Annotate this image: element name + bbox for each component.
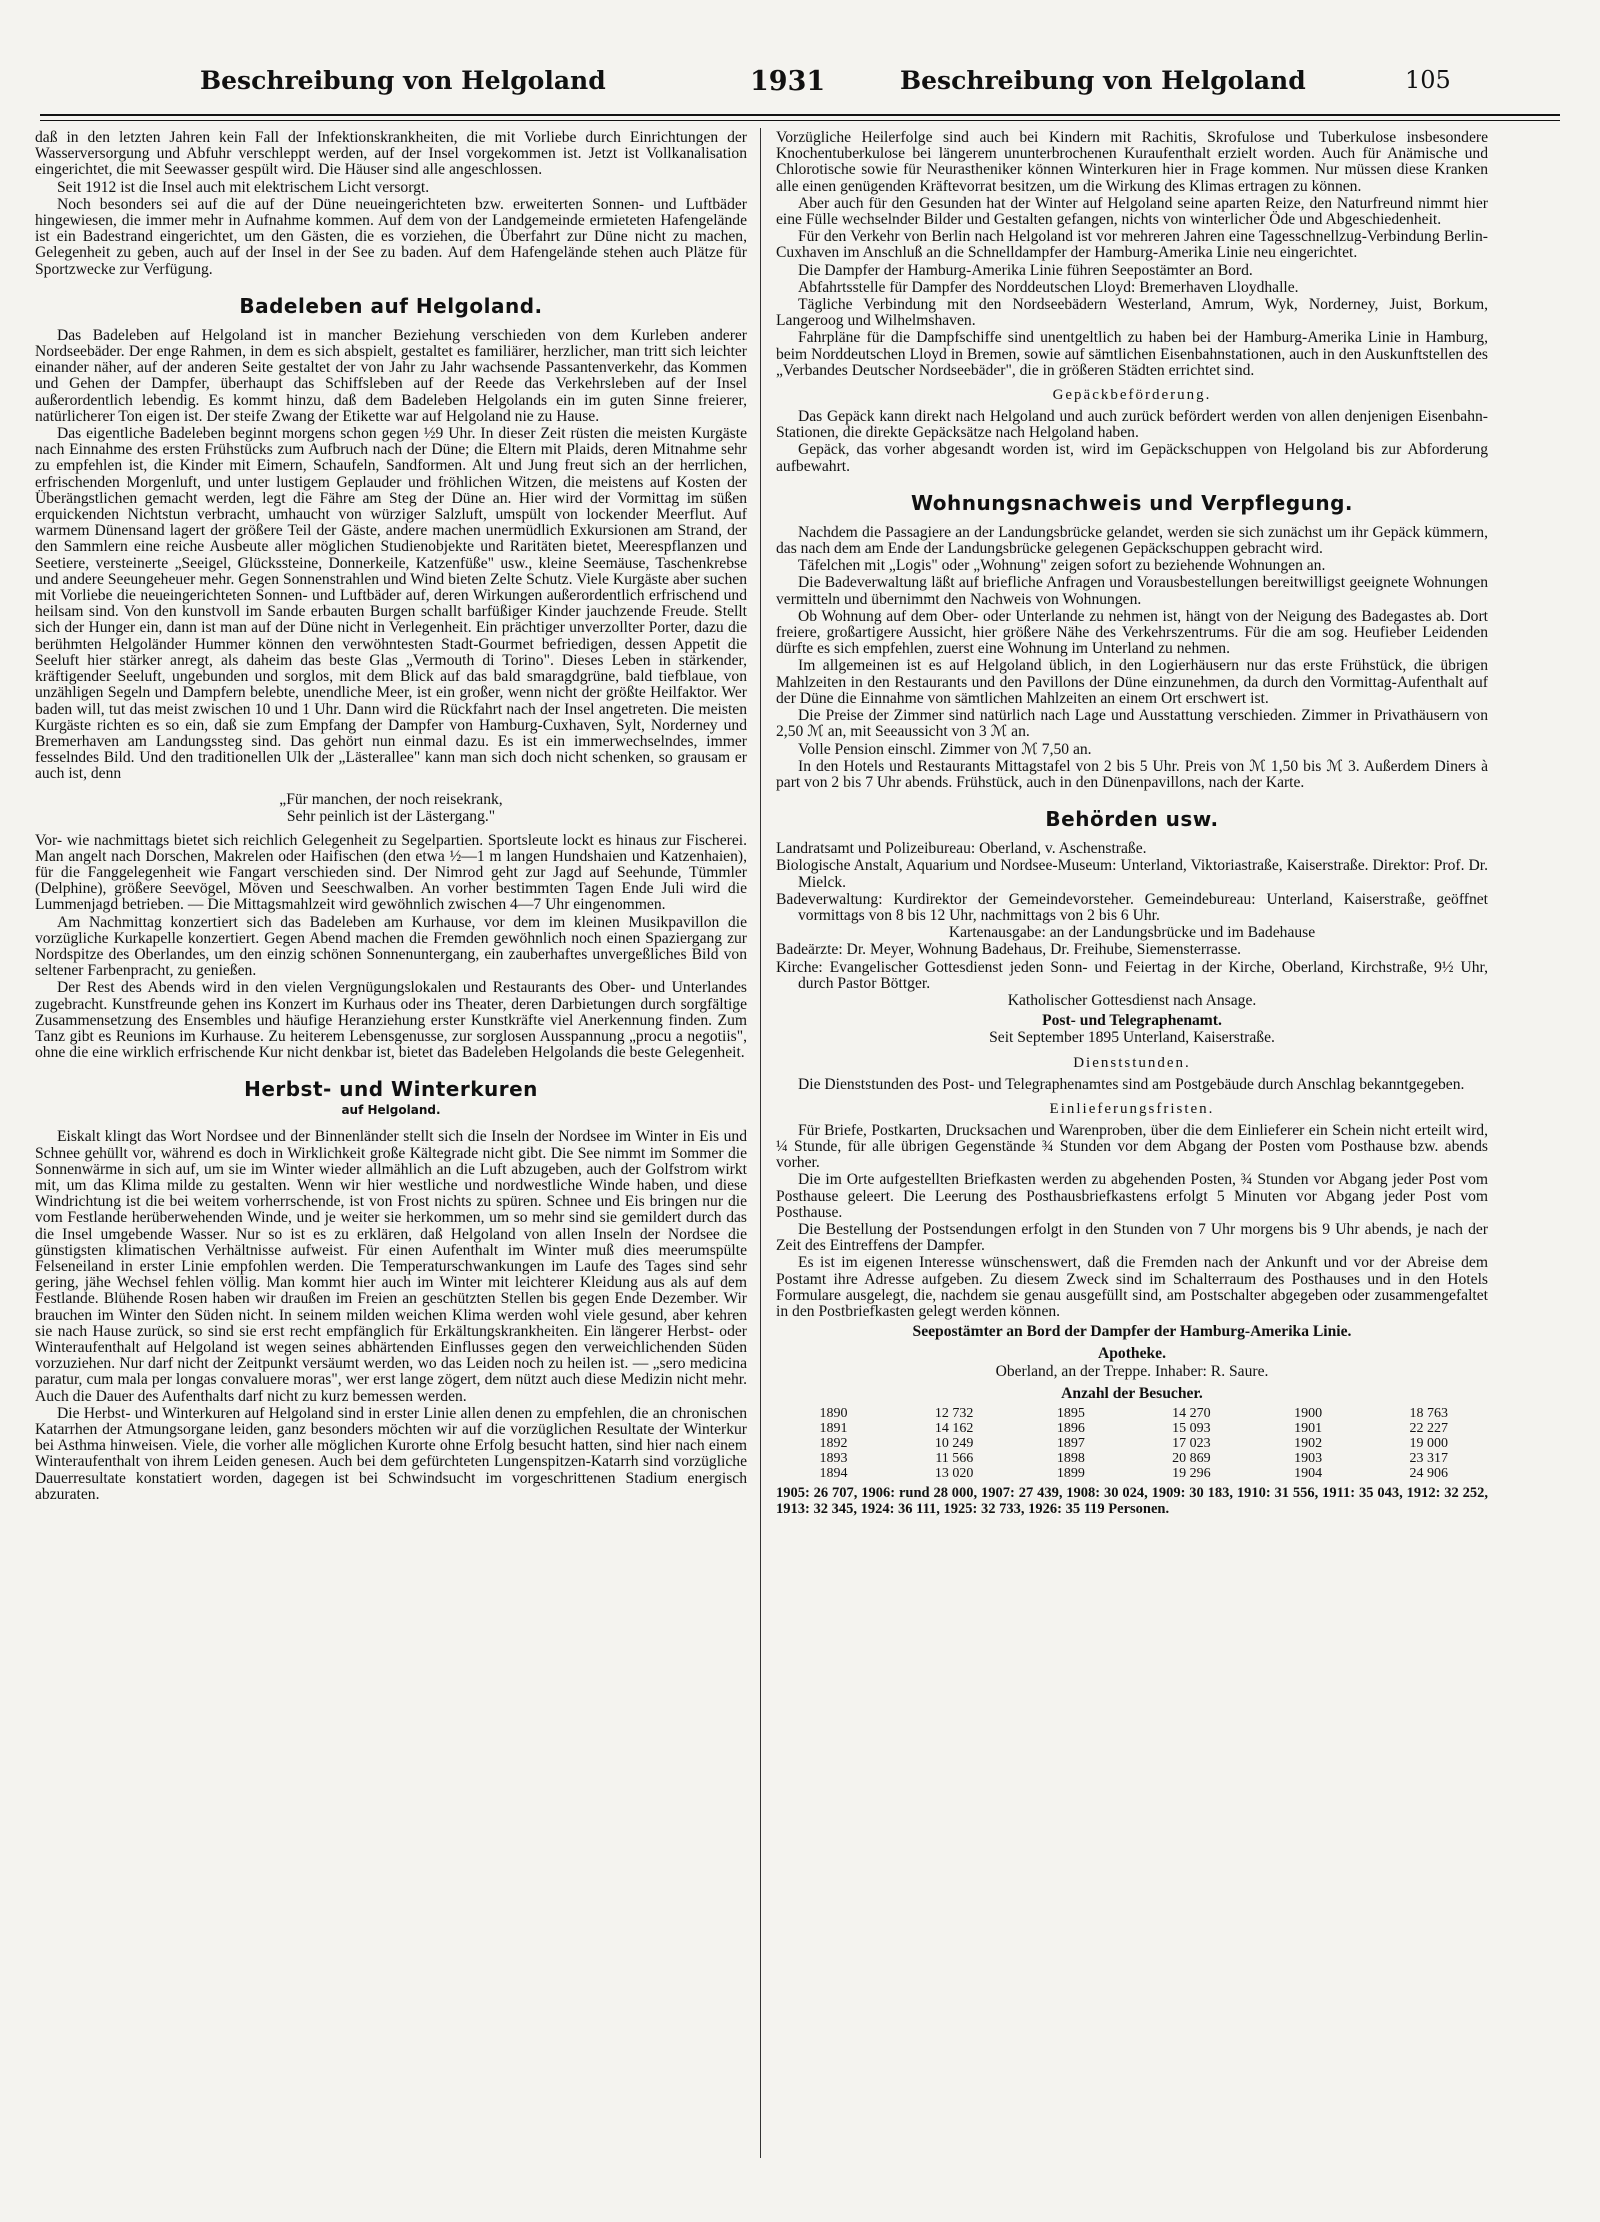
paragraph: Die Herbst- und Winterkuren auf Helgoland sind in erster Linie allen denen zu empfehlen, die an chronischen Katarrhen der Atmungsorgane leiden, ganz besonders möchten wir auf die vorzüglichen Resultate der Winterkur bei Asthma hinweisen. Viele, die vorher alle möglichen Kurorte ohne Erfolg besucht hatten, sind hier nach einem Winteraufenthalt von ihrem Leiden genesen. Auch bei dem gefürchteten Lungenspitzen-Katarrh sind vorzügliche Dauerresultate konstatiert worden, dagegen ist bei Schwindsucht im vorgeschrittenen Stadium energisch abzuraten. — [35, 1404, 747, 1503]
table-cell-year: 1892 — [819, 1436, 848, 1451]
table-cell-count: 23 317 — [1409, 1451, 1448, 1466]
visitors-note: 1905: 26 707, 1906: rund 28 000, 1907: 27 439, 1908: 30 024, 1909: 30 183, 1910: 31 556, 1911: 35 043, 1912: 32 252, 1913: 32 345, 1924: 36 111, 1925: 32 733, 1926: 35 119 Personen. — [776, 1485, 1488, 1518]
authority-entry: Landratsamt und Polizeibureau: Oberland, v. Aschenstraße. — [776, 840, 1147, 858]
section-heading-badeleben: Badeleben auf Helgoland. — [239, 293, 543, 318]
paragraph: Für Briefe, Postkarten, Drucksachen und Warenproben, über die dem Einlieferer ein Schein nicht erteilt wird, ¼ Stunde, für alle übrigen Gegenstände ¾ Stunden vor dem Abgang der Posten vom Posthause bzw. abends vorher. — [776, 1121, 1488, 1172]
paragraph: Die im Orte aufgestellten Briefkasten werden zu abgehenden Posten, ¾ Stunden vor Abgang jeder Post vom Posthause geleert. Die Leerung des Posthausbriefkastens erfolgt 5 Minuten vor Abgang jeder Post vom Posthause. — [776, 1171, 1488, 1221]
paragraph: Täfelchen mit „Logis" oder „Wohnung" zeigen sofort zu beziehende Wohnungen an. — [798, 557, 1326, 575]
authority-entry: Biologische Anstalt, Aquarium und Nordsee-Museum: Unterland, Viktoriastraße, Kaiserstraße. Direktor: Prof. Dr. Mielck. — [776, 857, 1488, 891]
paragraph: Abfahrtsstelle für Dampfer des Norddeutschen Lloyd: Bremerhaven Lloydhalle. — [798, 278, 1299, 296]
paragraph: In den Hotels und Restaurants Mittagstafel von 2 bis 5 Uhr. Preis von ℳ 1,50 bis ℳ 3. Außerdem Diners à part von 2 bis 7 Uhr abends. Frühstück, auch in den Dünenpavillons, nach der Karte. — [776, 757, 1488, 791]
table-cell-count: 14 270 — [1172, 1406, 1211, 1421]
paragraph: Das Badeleben auf Helgoland ist in mancher Beziehung verschieden von dem Kurleben anderer Nordseebäder. Der enge Rahmen, in dem es sich abspielt, gestaltet es familiärer, herzlicher, man tritt sich leichter einander näher, auf der anderen Seite gestaltet der von Jahr zu Jahr wachsende Passantenverkehr, das Kommen und Gehen der Dampfer, überhaupt das Schiffsleben auf der Reede das Verkehrsleben auf der Insel außerordentlich lebendig. Es kommt hinzu, daß dem Badeleben Helgolands ein im guten Sinne freierer, natürlicherer Ton eigen ist. Der steife Zwang der Etikette war auf Helgoland nie zu Hause. — [35, 326, 747, 425]
subsection-heading-apotheke: Apotheke. — [1097, 1345, 1166, 1363]
paragraph: Der Rest des Abends wird in den vielen Vergnügungslokalen und Restaurants des Ober- und Unterlandes zugebracht. Kunstfreunde gehen ins Konzert im Kurhaus oder ins Theater, deren Darbietungen durch sorgfältige Zusammensetzung des Ensembles und häufige Heranziehung erster Kunstkräfte viel Anerkennung finden. Zum Tanz gibt es Reunions im Kurhause. Zu heiterem Lebensgenusse, zur sorglosen Ausspannung „procu a negotiis", ohne die eine wirklich erfrischende Kur nicht denkbar ist, bietet das Badeleben Helgolands die beste Gelegenheit. — [35, 979, 747, 1062]
paragraph: Aber auch für den Gesunden hat der Winter auf Helgoland seine aparten Reize, den Naturfreund nimmt hier eine Fülle wechselnder Bilder und Gestalten gefangen, nichts von winterlicher Öde und Abgeschiedenheit. — [776, 194, 1488, 229]
paragraph: Seit September 1895 Unterland, Kaiserstraße. — [989, 1029, 1275, 1047]
paragraph: Im allgemeinen ist es auf Helgoland üblich, in den Logierhäusern nur das erste Frühstück, die übrigen Mahlzeiten in den Restaurants und den Pavillons der Düne einzunehmen, da durch den Vormittag-Aufenthalt auf der Düne die Einnahme von sämtlichen Mahlzeiten an einem Ort erschwert ist. — [776, 657, 1488, 707]
verse-line: Sehr peinlich ist der Lästergang." — [286, 807, 496, 825]
paragraph: Die Dampfer der Hamburg-Amerika Linie führen Seepostämter an Bord. — [798, 261, 1253, 279]
right-column — [776, 130, 1488, 2210]
paragraph: Es ist im eigenen Interesse wünschenswert, daß die Fremden nach der Ankunft und vor der Abreise dem Postamt ihre Adresse aufgeben. Zu diesem Zweck sind im Schalterraum des Posthauses und in den Hotels Formulare ausgelegt, die, nachdem sie genau ausgefüllt sind, am Postschalter abgegeben oder zusammengefaltet in den Postbriefkasten gelegt werden können. — [776, 1254, 1488, 1320]
section-heading-herbst: Herbst- und Winterkuren — [244, 1077, 538, 1102]
paragraph: Die Preise der Zimmer sind natürlich nach Lage und Ausstattung verschieden. Zimmer in Privathäusern von 2,50 ℳ an, mit Seeaussicht von 3 ℳ an. — [776, 707, 1488, 741]
paragraph: Die Dienststunden des Post- und Telegraphenamtes sind am Postgebäude durch Anschlag bekanntgegeben. — [798, 1075, 1465, 1093]
paragraph: Vorzügliche Heilerfolge sind auch bei Kindern mit Rachitis, Skrofulose und Tuberkulose insbesondere Knochentuberkulose bei längerem ununterbrochenen Kuraufenthalt erzielt worden. Auch für Anämische und Chlorotische sowie für Neurastheniker können Winterkuren hier in Frage kommen. Nur müssen diese Kranken alle einen genügenden Kräftevorrat besitzen, um die Wirkung des Klimas ertragen zu können. — [776, 130, 1488, 195]
verse-line: „Für manchen, der noch reisekrank, — [279, 790, 503, 808]
section-subheading: auf Helgoland. — [341, 1103, 441, 1118]
table-cell-count: 14 162 — [934, 1421, 974, 1436]
table-cell-year: 1890 — [819, 1406, 848, 1421]
authority-entry: Katholischer Gottesdienst nach Ansage. — [1007, 991, 1257, 1009]
header-rule-thin — [40, 120, 1560, 121]
paragraph: Fahrpläne für die Dampfschiffe sind unentgeltlich zu haben bei der Hamburg-Amerika Linie in Hamburg, beim Norddeutschen Lloyd in Bremen, sowie auf sämtlichen Eisenbahnstationen, auch in den Auskunftstellen des „Verbandes Deutscher Nordseebäder", die in größeren Städten errichtet sind. — [776, 329, 1488, 379]
table-cell-year: 1898 — [1056, 1451, 1085, 1466]
authority-entry: Kartenausgabe: an der Landungsbrücke und im Badehause — [948, 924, 1316, 942]
section-heading-wohnung: Wohnungsnachweis und Verpflegung. — [910, 490, 1354, 515]
table-cell-year: 1894 — [819, 1466, 848, 1481]
subsection-heading-gepaeck: Gepäckbeförderung. — [1052, 387, 1212, 404]
table-row — [776, 1436, 1488, 1451]
table-cell-count: 13 020 — [934, 1466, 974, 1481]
paragraph: Vor- wie nachmittags bietet sich reichlich Gelegenheit zu Segelpartien. Sportsleute lockt es hinaus zur Fischerei. Man angelt nach Dorschen, Makrelen oder Haifischen (den etwa ½—1 m langen Hundshaien und Katzenhaien), für die Fanggelegenheit wie Fangart verschieden sind. Der Nimrod geht zur Jagd auf Seehunde, Tümmler (Delphine), größere Seevögel, Möven und Seeschwalben. An vorher bestimmten Tagen Ende Juli wird die Lummenjagd betrieben. — Die Mittagsmahlzeit wird gewöhnlich zwischen 4—7 Uhr eingenommen. — [35, 831, 747, 914]
paragraph: Am Nachmittag konzertiert sich das Badeleben am Kurhause, vor dem im kleinen Musikpavillon die vorzügliche Kurkapelle konzertiert. Gegen Abend machen die Fremden gewöhnlich noch einen Spaziergang zur Nordspitze des Oberlandes, um den einzig schönen Sonnenuntergang, ein zauberhaftes unvergeßliches Bild von seltener Farbenpracht, zu genießen. — [35, 913, 747, 980]
paragraph: Die Badeverwaltung läßt auf briefliche Anfragen und Vorausbestellungen bereitwilligst geeignete Wohnungen vermitteln und übernimmt den Nachweis von Wohnungen. — [776, 574, 1488, 608]
table-cell-count: 17 023 — [1172, 1436, 1211, 1451]
paragraph: Das Gepäck kann direkt nach Helgoland und auch zurück befördert werden von allen denjenigen Eisenbahn-Stationen, die direkte Gepäcksätze nach Helgoland haben. — [776, 408, 1488, 442]
paragraph: Seit 1912 ist die Insel auch mit elektrischem Licht versorgt. — [57, 178, 430, 196]
header-rule — [40, 114, 1560, 116]
paragraph: Volle Pension einschl. Zimmer von ℳ 7,50 an. — [798, 740, 1092, 758]
table-cell-count: 12 732 — [934, 1406, 974, 1421]
table-cell-year: 1900 — [1294, 1406, 1323, 1421]
subsection-heading-einlieferung: Einlieferungsfristen. — [1049, 1100, 1215, 1117]
table-cell-year: 1901 — [1294, 1421, 1323, 1436]
header-left-title: Beschreibung von Helgoland — [200, 66, 606, 95]
paragraph: daß in den letzten Jahren kein Fall der Infektionskrankheiten, die mit Vorliebe durch Einrichtungen der Wasserversorgung und Abfuhr verschleppt werden, auf der Insel vorgekommen ist. Jetzt ist Vollkanalisation eingerichtet, die mit Seewasser gespült wird. Die Häuser sind alle angeschlossen. — [35, 130, 747, 179]
table-cell-year: 1893 — [819, 1451, 848, 1466]
table-cell-count: 22 227 — [1409, 1421, 1448, 1436]
page-number: 105 — [1405, 66, 1451, 94]
table-cell-count: 15 093 — [1172, 1421, 1211, 1436]
table-row — [776, 1406, 1488, 1421]
table-cell-year: 1897 — [1056, 1436, 1085, 1451]
paragraph: Die Bestellung der Postsendungen erfolgt in den Stunden von 7 Uhr morgens bis 9 Uhr abends, je nach der Zeit des Eintreffens der Dampfer. — [776, 1220, 1488, 1255]
header-right-title: Beschreibung von Helgoland — [900, 66, 1306, 95]
verse-quote — [35, 791, 747, 825]
table-cell-year: 1903 — [1294, 1451, 1323, 1466]
paragraph: Seepostämter an Bord der Dampfer der Hamburg-Amerika Linie. — [912, 1323, 1352, 1341]
paragraph: Das eigentliche Badeleben beginnt morgens schon gegen ½9 Uhr. In dieser Zeit rüsten die meisten Kurgäste nach Einnahme des ersten Frühstücks zum Aufbruch nach der Düne; die Eltern mit Plaids, deren Mitnahme sehr zu empfehlen ist, die Kinder mit Eimern, Schaufeln, Sandformen. Alt und Jung freut sich an der herrlichen, erfrischenden Morgenluft, und unter lustigem Geplauder und fröhlichen Witzen, die meistens auf Kosten der Überängstlichen gemacht werden, legt die Fähre am Steg der Düne an. Hier wird der Vormittag im süßen erquickenden Nichtstun verbracht, umhaucht von würziger Salzluft, umspült von lockender Meerflut. Auf warmem Dünensand lagert der größere Teil der Gäste, andere machen unermüdlich Exkursionen am Strand, der den Sammlern eine reiche Ausbeute aller möglichen Studienobjekte und Raritäten bietet, Meerespflanzen und Seetiere, versteinerte „Seeigel, Glückssteine, Donnerkeile, Katzenfüße" usw., kleine Seemäuse, Taschenkrebse und andere Seeungeheuer mehr. Gegen Sonnenstrahlen und Wind bieten Zelte Schutz. Viele Kurgäste aber suchen mit Vorliebe die neueingerichteten Sonnen- und Luftbäder auf, deren Wirkungen außerordentlich erfrischend und heilsam sind. Von den kunstvoll im Sande erbauten Burgen schallt barfüßiger Kinder jauchzende Freude. Stellt sich der Hunger ein, dann ist man auf der Düne nicht in Verlegenheit. Ein prächtiger unverzollter Porter, dazu die berühmten Helgoländer Hummer können den verwöhntesten Stadt-Gourmet befriedigen, dessen Appetit die Seeluft hier stärker anregt, als daheim das beste Glas „Vermouth di Torino". Dieses Leben in stärkender, kräftigender Seeluft, ungebunden und sorglos, mit dem Blick auf das bald smaragdgrüne, bald tiefblaue, von unzähligen Segeln und Dampfern belebte, unendliche Meer, ist ein großer, wenn nicht der größte Heilfaktor. Wer baden will, tut das meist zwischen 10 und 1 Uhr. Dann wird die Rückfahrt nach der Insel angetreten. Die meisten Kurgäste richten es so ein, daß sie zum Empfang der Dampfer von Hamburg-Cuxhaven, Sylt, Norderney und Bremerhaven am Landungssteg sind. Das gehört nun einmal dazu. Es ist ein immerwechselndes, immer fesselndes Bild. Und den traditionellen Ulk der „Lästerallee" kann man sich doch nicht schenken, so grausam er auch ist, denn — [35, 425, 747, 783]
subsection-heading-post: Post- und Telegraphenamt. — [1042, 1012, 1222, 1030]
paragraph: Nachdem die Passagiere an der Landungsbrücke gelandet, werden sie sich zunächst um ihr Gepäck kümmern, das nach dem am Ende der Landungsbrücke gelegenen Gepäckschuppen gebracht wird. — [776, 523, 1488, 558]
authority-entry: Badeverwaltung: Kurdirektor der Gemeindevorsteher. Gemeindebureau: Unterland, Kaiserstraße, geöffnet vormittags von 8 bis 12 Uhr, nachmittags von 2 bis 6 Uhr. — [776, 890, 1488, 924]
column-divider — [760, 128, 761, 2158]
visitors-table — [776, 1406, 1488, 1481]
table-cell-year: 1902 — [1294, 1436, 1323, 1451]
header-year: 1931 — [750, 66, 826, 97]
authority-entry: Kirche: Evangelischer Gottesdienst jeden Sonn- und Feiertag in der Kirche, Oberland, Kirchstraße, 9½ Uhr, durch Pastor Böttger. — [776, 958, 1488, 992]
left-column — [35, 130, 747, 2210]
paragraph: Noch besonders sei auf die auf der Düne neueingerichteten bzw. erweiterten Sonnen- und Luftbäder hingewiesen, die immer mehr in Aufnahme kommen. Auf dem von der Landgemeinde ermieteten Hafengelände ist ein Badestrand eingerichtet, um den Gästen, die es vorziehen, die Überfahrt zur Düne nicht zu machen, Gelegenheit zu geben, auch auf der Insel in der See zu baden. Auf dem Hafengelände stehen auch Plätze für Sportzwecke zur Verfügung. — [35, 195, 747, 278]
section-heading-behoerden: Behörden usw. — [1045, 807, 1219, 832]
paragraph: Oberland, an der Treppe. Inhaber: R. Saure. — [995, 1362, 1269, 1380]
table-cell-year: 1891 — [819, 1421, 848, 1436]
subsection-heading-dienst: Dienststunden. — [1073, 1054, 1191, 1071]
authority-entry: Badeärzte: Dr. Meyer, Wohnung Badehaus, Dr. Freihube, Siemensterrasse. — [776, 941, 1242, 959]
table-cell-count: 20 869 — [1172, 1451, 1211, 1466]
table-cell-count: 24 906 — [1409, 1466, 1448, 1481]
table-cell-year: 1896 — [1056, 1421, 1085, 1436]
paragraph: Für den Verkehr von Berlin nach Helgoland ist vor mehreren Jahren eine Tagesschnellzug-Verbindung Berlin-Cuxhaven im Anschluß an die Schnelldampfer der Hamburg-Amerika Linie neu eingerichtet. — [776, 228, 1488, 262]
running-header — [40, 60, 1560, 110]
table-cell-year: 1899 — [1056, 1466, 1085, 1481]
table-row — [776, 1421, 1488, 1436]
paragraph: Tägliche Verbindung mit den Nordseebädern Westerland, Amrum, Wyk, Norderney, Juist, Borkum, Langeroog und Wilhelmshaven. — [776, 296, 1488, 330]
table-cell-count: 18 763 — [1409, 1406, 1448, 1421]
paragraph: Ob Wohnung auf dem Ober- oder Unterlande zu nehmen ist, hängt von der Neigung des Badegastes ab. Dort freiere, großartigere Aussicht, hier größere Nähe des Verkehrszentrums. Für die am sog. Heufieber Leidenden dürfte es sich empfehlen, zuerst eine Wohnung im Unterland zu nehmen. — [776, 607, 1488, 658]
table-cell-count: 11 566 — [935, 1451, 974, 1466]
table-cell-count: 10 249 — [934, 1436, 974, 1451]
subsection-heading-besucher: Anzahl der Besucher. — [1061, 1384, 1203, 1402]
table-row — [776, 1466, 1488, 1481]
table-row — [776, 1451, 1488, 1466]
table-cell-year: 1895 — [1056, 1406, 1085, 1421]
paragraph: Gepäck, das vorher abgesandt worden ist, wird im Gepäckschuppen von Helgoland bis zur Abforderung aufbewahrt. — [776, 441, 1488, 475]
table-cell-count: 19 000 — [1409, 1436, 1448, 1451]
paragraph: Eiskalt klingt das Wort Nordsee und der Binnenländer stellt sich die Inseln der Nordsee im Winter in Eis und Schnee gehüllt vor, während es doch in Wirklichkeit große Kältegrade nicht gibt. Die See nimmt im Sommer die Sonnenwärme in sich auf, um sie im Winter wieder allmählich an die Luft abzugeben, auch der Golfstrom wirkt mit, um das Klima milde zu gestalten. Wenn wir hier westliche und nordwestliche Winde haben, und diese Windrichtung ist die bei weitem vorherrschende, ist von Frost nichts zu spüren. Schnee und Eis bringen nur die vom Festlande herüberwehenden Winde, und je weiter sie herkommen, um so mehr sind sie gemildert durch das die Insel umgebende Wasser. Nur so ist es zu erklären, daß Helgoland von allen Inseln der Nordsee die günstigsten klimatischen Verhältnisse aufweist. Für einen Aufenthalt im Winter muß dies meerumspülte Felseneiland in erster Linie empfohlen werden. Die Temperaturschwankungen im Laufe des Tages sind sehr gering, jähe Wechsel fehlen völlig. Man kommt hier auch im Winter mit leichterer Kleidung aus als auf dem Festlande. Blühende Rosen haben wir draußen im Freien an geschützten Stellen bis gegen Ende Dezember. Wir brauchen im Winter den Süden nicht. In seinem milden weichen Klima werden wohl viele gesund, aber kehren sie nach Hause zurück, so sind sie erst recht empfänglich für Erkältungskrankheiten. Ein längerer Herbst- oder Winteraufenthalt auf Helgoland ist wegen seines abhärtenden Einflusses gegen den verweichlichenden Süden vorzuziehen. Nur darf nicht der Zeitpunkt versäumt werden, wo das Leiden noch zu heilen ist. — „sero medicina paratur, cum mala per longas convaluere moras", wer erst lange zögert, dem nützt auch diese Medizin nicht mehr. Auch die Dauer des Aufenthalts darf nicht zu kurz bemessen werden. — [35, 1128, 747, 1405]
table-cell-year: 1904 — [1294, 1466, 1323, 1481]
table-cell-count: 19 296 — [1172, 1466, 1211, 1481]
